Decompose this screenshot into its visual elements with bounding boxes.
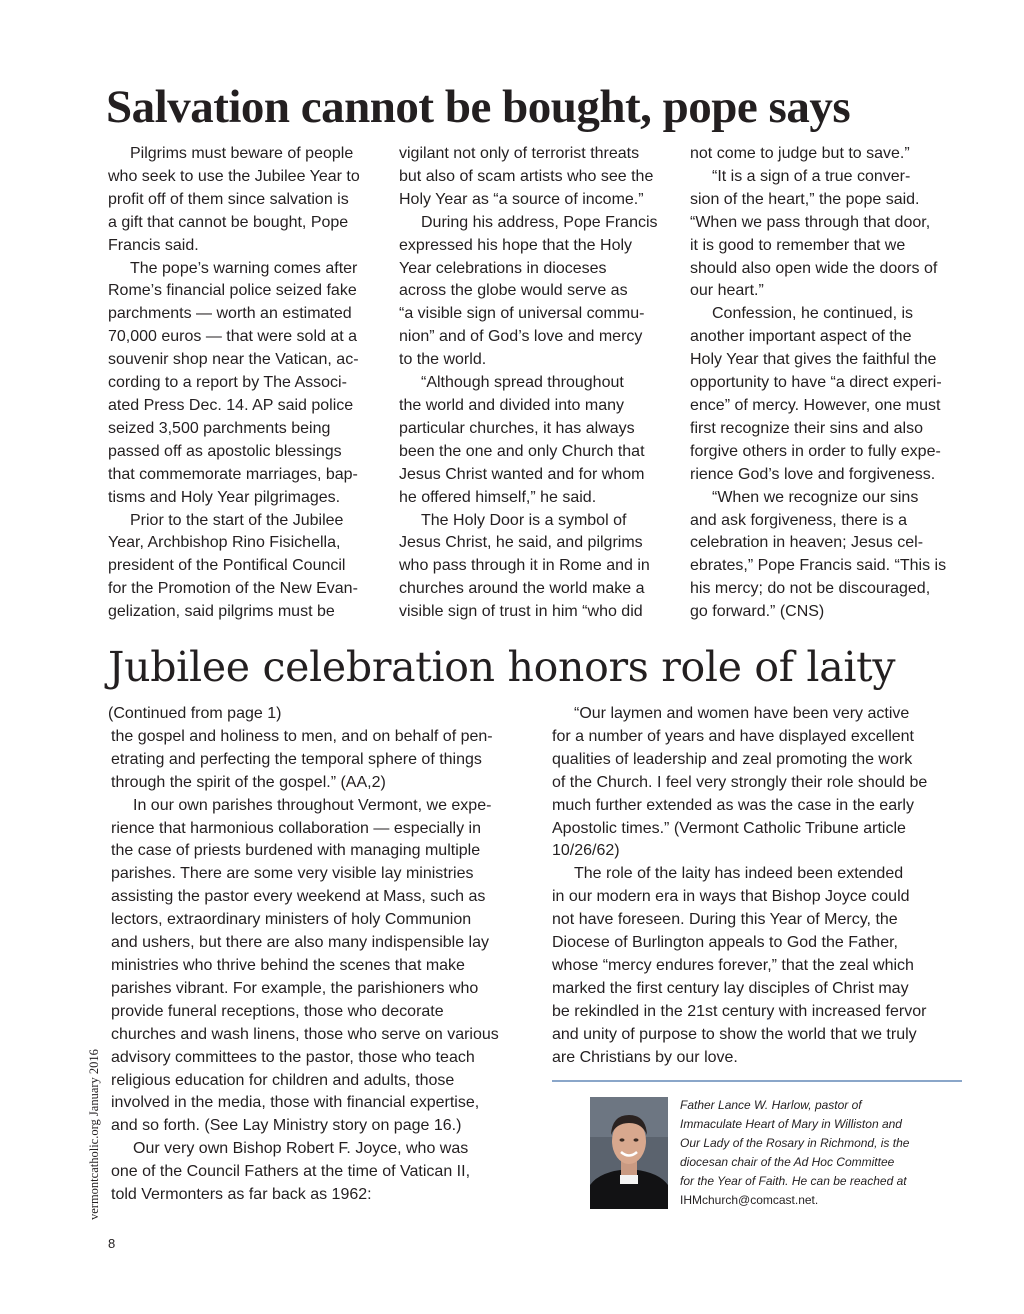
text-line: first recognize their sins and also: [690, 419, 923, 437]
headline-salvation: Salvation cannot be bought, pope says: [106, 81, 851, 133]
text-line: who pass through it in Rome and in: [399, 557, 650, 575]
text-line: forgive others in order to fully expe-: [690, 442, 941, 460]
text-line: provide funeral receptions, those who decorate: [111, 1002, 444, 1020]
headline-jubilee: Jubilee celebration honors role of laity: [108, 643, 896, 691]
vertical-footer: [84, 1042, 112, 1222]
text-line: tisms and Holy Year pilgrimages.: [108, 488, 341, 506]
text-line: “When we pass through that door,: [690, 213, 931, 231]
text-line: to the world.: [399, 351, 487, 369]
text-line: advisory committees to the pastor, those who teach: [111, 1048, 475, 1066]
text-line: celebration in heaven; Jesus cel-: [690, 534, 924, 552]
text-line: parchments — worth an estimated: [108, 305, 352, 323]
text-line: passed off as apostolic blessings: [108, 442, 342, 460]
text-line: opportunity to have “a direct experi-: [690, 374, 942, 392]
text-line: “Our laymen and women have been very active: [574, 705, 910, 722]
text-line: for a number of years and have displayed excellent: [552, 727, 914, 745]
text-line: in our modern era in ways that Bishop Joyce could: [552, 888, 910, 906]
text-line: that commemorate marriages, bap-: [108, 465, 358, 483]
text-line: Holy Year that gives the faithful the: [690, 351, 937, 369]
author-email: IHMchurch@comcast.net.: [680, 1193, 819, 1207]
caption-line: Immaculate Heart of Mary in Williston and: [680, 1117, 902, 1131]
text-line: Year celebrations in dioceses: [399, 259, 607, 277]
text-line: not come to judge but to save.”: [690, 145, 910, 162]
text-line: vigilant not only of terrorist threats: [399, 145, 640, 162]
text-line: been the one and only Church that: [399, 442, 645, 460]
divider-rule: [552, 1080, 962, 1082]
text-line: religious education for children and adults, those: [111, 1071, 455, 1089]
text-line: another important aspect of the: [690, 328, 912, 346]
text-line: etrating and perfecting the temporal sphere of things: [111, 750, 482, 768]
text-line: Pilgrims must beware of people: [130, 145, 354, 162]
text-line: through the spirit of the gospel.” (AA,2): [111, 773, 386, 791]
text-line: it is good to remember that we: [690, 236, 906, 254]
text-line: parishes. There are some very visible lay ministries: [111, 865, 474, 883]
text-line: 70,000 euros — that were sold at a: [108, 328, 358, 346]
caption-line: Our Lady of the Rosary in Richmond, is the: [680, 1136, 910, 1150]
text-line: “When we recognize our sins: [712, 488, 919, 506]
text-line: Our very own Bishop Robert F. Joyce, who was: [133, 1140, 469, 1158]
text-line: marked the first century lay disciples of Christ may: [552, 979, 909, 997]
text-line: Francis said.: [108, 236, 199, 254]
text-line: president of the Pontifical Council: [108, 557, 346, 575]
caption-lines: [680, 1096, 970, 1191]
text-line: ence” of mercy. However, one must: [690, 396, 941, 414]
article1-column-3: [690, 143, 980, 624]
caption-line: diocesan chair of the Ad Hoc Committee: [680, 1155, 895, 1169]
text-line: involved in the media, those with financial expertise,: [111, 1094, 480, 1112]
continued-note: (Continued from page 1): [108, 705, 282, 722]
text-line: a gift that cannot be bought, Pope: [108, 213, 349, 231]
text-line: The pope’s warning comes after: [130, 259, 358, 277]
text-line: be rekindled in the 21st century with increased fervor: [552, 1002, 927, 1020]
article1-column-2: [399, 143, 679, 624]
text-line: for the Promotion of the New Evan-: [108, 580, 358, 598]
text-line: but also of scam artists who see the: [399, 167, 654, 185]
text-line: assisting the pastor every weekend at Mass, such as: [111, 888, 486, 906]
text-line: seized 3,500 parchments being: [108, 419, 331, 437]
text-line: and unity of purpose to show the world that we truly: [552, 1025, 917, 1043]
text-line: and ushers, but there are also many indispensible lay: [111, 934, 489, 952]
text-line: ated Press Dec. 14. AP said police: [108, 396, 354, 414]
text-line: should also open wide the doors of: [690, 259, 938, 277]
text-line: 10/26/62): [552, 842, 620, 860]
article2-column-2: [552, 703, 972, 1070]
text-line: “a visible sign of universal commu-: [399, 305, 645, 323]
text-line: rience God’s love and forgiveness.: [690, 465, 936, 483]
text-line: Jesus Christ, he said, and pilgrims: [399, 534, 643, 552]
text-line: During his address, Pope Francis: [421, 213, 658, 231]
text-line: one of the Council Fathers at the time of Vatican II,: [111, 1163, 471, 1181]
text-line: parishes vibrant. For example, the parishioners who: [111, 979, 479, 997]
article1-column-1: [108, 143, 388, 624]
priest-portrait-icon: [590, 1097, 668, 1209]
author-caption: [680, 1096, 970, 1210]
text-line: sion of the heart,” the pope said.: [690, 190, 920, 208]
text-line: told Vermonters as far back as 1962:: [111, 1186, 372, 1204]
text-line: gelization, said pilgrims must be: [108, 603, 335, 621]
caption-line: for the Year of Faith. He can be reached at: [680, 1174, 907, 1188]
site-and-date: vermontcatholic.org January 2016: [87, 1049, 101, 1220]
text-line: are Christians by our love.: [552, 1048, 738, 1066]
text-line: not have foreseen. During this Year of Mercy, the: [552, 911, 898, 929]
text-line: Year, Archbishop Rino Fisichella,: [108, 534, 341, 552]
text-line: Rome’s financial police seized fake: [108, 282, 357, 300]
text-line: In our own parishes throughout Vermont, we expe-: [133, 796, 492, 814]
page-number: 8: [108, 1236, 116, 1251]
text-line: Confession, he continued, is: [712, 305, 914, 323]
text-line: whose “mercy endures forever,” that the zeal which: [552, 956, 914, 974]
text-line: cording to a report by The Associ-: [108, 374, 347, 392]
text-line: qualities of leadership and zeal promoting the work: [552, 750, 913, 768]
text-line: expressed his hope that the Holy: [399, 236, 633, 254]
text-line: profit off of them since salvation is: [108, 190, 349, 208]
text-line: across the globe would serve as: [399, 282, 628, 300]
text-line: rience that harmonious collaboration — especially in: [111, 819, 481, 837]
text-line: nion” and of God’s love and mercy: [399, 328, 643, 346]
text-line: visible sign of trust in him “who did: [399, 603, 643, 621]
text-line: churches around the world make a: [399, 580, 645, 598]
text-line: Diocese of Burlington appeals to God the Father,: [552, 934, 898, 952]
text-line: of the Church. I feel very strongly their role should be: [552, 773, 928, 791]
text-line: Jesus Christ wanted and for whom: [399, 465, 645, 483]
text-line: his mercy; do not be discouraged,: [690, 580, 931, 598]
text-line: the case of priests burdened with managing multiple: [111, 842, 481, 860]
text-line: The Holy Door is a symbol of: [421, 511, 627, 529]
text-line: Prior to the start of the Jubilee: [130, 511, 344, 529]
text-line: the world and divided into many: [399, 396, 625, 414]
text-line: Holy Year as “a source of income.”: [399, 190, 644, 208]
text-line: Apostolic times.” (Vermont Catholic Tribune article: [552, 819, 906, 837]
article2-column-1: [108, 703, 528, 1207]
text-line: souvenir shop near the Vatican, ac-: [108, 351, 359, 369]
text-line: “Although spread throughout: [421, 374, 624, 392]
text-line: “It is a sign of a true conver-: [712, 167, 911, 185]
text-line: ministries who thrive behind the scenes that make: [111, 956, 465, 974]
caption-line: Father Lance W. Harlow, pastor of: [680, 1098, 862, 1112]
text-line: our heart.”: [690, 282, 764, 300]
text-line: churches and wash linens, those who serve on various: [111, 1025, 499, 1043]
text-line: The role of the laity has indeed been extended: [574, 865, 904, 883]
article2-column-1-body: [108, 726, 528, 1207]
text-line: and so forth. (See Lay Ministry story on page 16.): [111, 1117, 462, 1135]
text-line: ebrates,” Pope Francis said. “This is: [690, 557, 947, 575]
text-line: he offered himself,” he said.: [399, 488, 597, 506]
text-line: much further extended as was the case in the early: [552, 796, 914, 814]
author-photo: [590, 1097, 668, 1209]
text-line: who seek to use the Jubilee Year to: [108, 167, 360, 185]
text-line: lectors, extraordinary ministers of holy Communion: [111, 911, 472, 929]
text-line: and ask forgiveness, there is a: [690, 511, 908, 529]
text-line: go forward.” (CNS): [690, 603, 825, 621]
text-line: the gospel and holiness to men, and on behalf of pen-: [111, 727, 493, 745]
text-line: particular churches, it has always: [399, 419, 635, 437]
